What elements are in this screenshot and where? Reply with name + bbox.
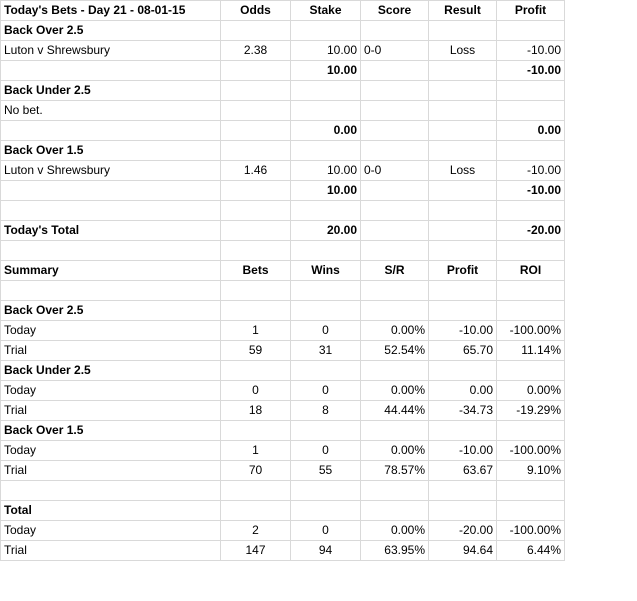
roi-cell[interactable]: 11.14% bbox=[497, 341, 565, 361]
summary-section-title-row bbox=[1, 361, 565, 381]
odds-cell[interactable] bbox=[221, 101, 291, 121]
cell[interactable] bbox=[221, 61, 291, 81]
summary-section-name[interactable]: Back Under 2.5 bbox=[1, 361, 221, 381]
cell[interactable] bbox=[221, 241, 291, 261]
summary-header-label[interactable]: Summary bbox=[1, 261, 221, 281]
cell[interactable] bbox=[291, 21, 361, 41]
cell[interactable] bbox=[361, 281, 429, 301]
cell[interactable] bbox=[291, 201, 361, 221]
cell[interactable] bbox=[361, 201, 429, 221]
todays-total-profit[interactable]: -20.00 bbox=[497, 221, 565, 241]
wins-cell[interactable]: 31 bbox=[291, 341, 361, 361]
summary-trial-row bbox=[1, 401, 565, 421]
sr-cell[interactable]: 0.00% bbox=[361, 441, 429, 461]
result-cell[interactable]: Loss bbox=[429, 161, 497, 181]
cell[interactable] bbox=[221, 301, 291, 321]
summary-today-row bbox=[1, 321, 565, 341]
sr-cell[interactable]: 0.00% bbox=[361, 321, 429, 341]
cell[interactable] bbox=[221, 81, 291, 101]
cell[interactable] bbox=[429, 121, 497, 141]
bet-row bbox=[1, 161, 565, 181]
cell[interactable] bbox=[291, 481, 361, 501]
profit-cell[interactable]: 65.70 bbox=[429, 341, 497, 361]
row-label[interactable]: Trial bbox=[1, 541, 221, 561]
section-total-row bbox=[1, 61, 565, 81]
summary-section-title-row bbox=[1, 421, 565, 441]
profit-cell[interactable]: -10.00 bbox=[429, 321, 497, 341]
roi-cell[interactable]: -100.00% bbox=[497, 441, 565, 461]
header-score[interactable]: Score bbox=[361, 1, 429, 21]
cell[interactable] bbox=[1, 181, 221, 201]
cell[interactable] bbox=[221, 421, 291, 441]
cell[interactable] bbox=[1, 61, 221, 81]
profit-cell[interactable]: -34.73 bbox=[429, 401, 497, 421]
cell[interactable] bbox=[361, 141, 429, 161]
score-cell[interactable]: 0-0 bbox=[361, 161, 429, 181]
cell[interactable] bbox=[361, 121, 429, 141]
header-summary-profit[interactable]: Profit bbox=[429, 261, 497, 281]
row-label[interactable]: Trial bbox=[1, 461, 221, 481]
cell[interactable] bbox=[361, 181, 429, 201]
header-odds[interactable]: Odds bbox=[221, 1, 291, 21]
section-name[interactable]: Back Over 2.5 bbox=[1, 21, 221, 41]
cell[interactable] bbox=[361, 301, 429, 321]
cell[interactable] bbox=[1, 481, 221, 501]
summary-today-row bbox=[1, 381, 565, 401]
section-name[interactable]: Back Over 1.5 bbox=[1, 141, 221, 161]
cell[interactable] bbox=[291, 241, 361, 261]
result-cell[interactable]: Loss bbox=[429, 41, 497, 61]
header-sr[interactable]: S/R bbox=[361, 261, 429, 281]
cell[interactable] bbox=[291, 361, 361, 381]
summary-header-row bbox=[1, 261, 565, 281]
cell[interactable] bbox=[361, 61, 429, 81]
match-cell[interactable]: Luton v Shrewsbury bbox=[1, 161, 221, 181]
cell[interactable] bbox=[1, 201, 221, 221]
total-profit-cell[interactable]: -10.00 bbox=[497, 61, 565, 81]
cell[interactable] bbox=[291, 421, 361, 441]
cell[interactable] bbox=[429, 301, 497, 321]
cell[interactable] bbox=[429, 181, 497, 201]
header-result[interactable]: Result bbox=[429, 1, 497, 21]
todays-total-row bbox=[1, 221, 565, 241]
sr-cell[interactable]: 63.95% bbox=[361, 541, 429, 561]
cell[interactable] bbox=[429, 481, 497, 501]
bets-cell[interactable]: 1 bbox=[221, 441, 291, 461]
sr-cell[interactable]: 78.57% bbox=[361, 461, 429, 481]
empty-row bbox=[1, 201, 565, 221]
total-stake-cell[interactable]: 0.00 bbox=[291, 121, 361, 141]
cell[interactable] bbox=[291, 141, 361, 161]
cell[interactable] bbox=[221, 221, 291, 241]
summary-section-name[interactable]: Back Over 2.5 bbox=[1, 301, 221, 321]
todays-total-label[interactable]: Today's Total bbox=[1, 221, 221, 241]
cell[interactable] bbox=[291, 81, 361, 101]
bets-cell[interactable]: 1 bbox=[221, 321, 291, 341]
cell[interactable] bbox=[497, 201, 565, 221]
profit-cell[interactable]: -20.00 bbox=[429, 521, 497, 541]
bets-cell[interactable]: 147 bbox=[221, 541, 291, 561]
cell[interactable] bbox=[361, 421, 429, 441]
cell[interactable] bbox=[221, 501, 291, 521]
cell[interactable] bbox=[497, 81, 565, 101]
cell[interactable] bbox=[429, 61, 497, 81]
cell[interactable] bbox=[497, 421, 565, 441]
cell[interactable] bbox=[429, 201, 497, 221]
cell[interactable] bbox=[497, 501, 565, 521]
bets-cell[interactable]: 2 bbox=[221, 521, 291, 541]
section-total-row bbox=[1, 181, 565, 201]
bet-row bbox=[1, 101, 565, 121]
bets-cell[interactable]: 0 bbox=[221, 381, 291, 401]
cell[interactable] bbox=[497, 301, 565, 321]
profit-cell[interactable]: -10.00 bbox=[429, 441, 497, 461]
profit-cell[interactable]: 94.64 bbox=[429, 541, 497, 561]
cell[interactable] bbox=[291, 301, 361, 321]
cell[interactable] bbox=[361, 21, 429, 41]
bets-cell[interactable]: 18 bbox=[221, 401, 291, 421]
cell[interactable] bbox=[221, 481, 291, 501]
row-label[interactable]: Today bbox=[1, 441, 221, 461]
row-label[interactable]: Trial bbox=[1, 341, 221, 361]
cell[interactable] bbox=[429, 21, 497, 41]
summary-total-title-row bbox=[1, 501, 565, 521]
cell[interactable] bbox=[221, 201, 291, 221]
cell[interactable] bbox=[221, 121, 291, 141]
profit-cell[interactable]: -10.00 bbox=[497, 161, 565, 181]
score-cell[interactable]: 0-0 bbox=[361, 41, 429, 61]
cell[interactable] bbox=[361, 81, 429, 101]
cell[interactable] bbox=[361, 501, 429, 521]
cell[interactable] bbox=[221, 361, 291, 381]
cell[interactable] bbox=[497, 241, 565, 261]
roi-cell[interactable]: -19.29% bbox=[497, 401, 565, 421]
wins-cell[interactable]: 0 bbox=[291, 321, 361, 341]
section-total-row bbox=[1, 121, 565, 141]
wins-cell[interactable]: 0 bbox=[291, 521, 361, 541]
score-cell[interactable] bbox=[361, 101, 429, 121]
empty-row bbox=[1, 241, 565, 261]
row-label[interactable]: Today bbox=[1, 381, 221, 401]
header-profit[interactable]: Profit bbox=[497, 1, 565, 21]
roi-cell[interactable]: 9.10% bbox=[497, 461, 565, 481]
cell[interactable] bbox=[221, 281, 291, 301]
summary-total-trial-row bbox=[1, 541, 565, 561]
sr-cell[interactable]: 44.44% bbox=[361, 401, 429, 421]
total-stake-cell[interactable]: 10.00 bbox=[291, 181, 361, 201]
wins-cell[interactable]: 55 bbox=[291, 461, 361, 481]
cell[interactable] bbox=[429, 281, 497, 301]
empty-row bbox=[1, 481, 565, 501]
cell[interactable] bbox=[361, 221, 429, 241]
cell[interactable] bbox=[1, 121, 221, 141]
section-title-row bbox=[1, 21, 565, 41]
bets-cell[interactable]: 59 bbox=[221, 341, 291, 361]
cell[interactable] bbox=[429, 421, 497, 441]
cell[interactable] bbox=[291, 281, 361, 301]
roi-cell[interactable]: -100.00% bbox=[497, 321, 565, 341]
sheet-title[interactable]: Today's Bets - Day 21 - 08-01-15 bbox=[1, 1, 221, 21]
roi-cell[interactable]: 0.00% bbox=[497, 381, 565, 401]
bets-cell[interactable]: 70 bbox=[221, 461, 291, 481]
wins-cell[interactable]: 0 bbox=[291, 381, 361, 401]
odds-cell[interactable]: 1.46 bbox=[221, 161, 291, 181]
header-roi[interactable]: ROI bbox=[497, 261, 565, 281]
row-label[interactable]: Today bbox=[1, 521, 221, 541]
cell[interactable] bbox=[429, 241, 497, 261]
cell[interactable] bbox=[221, 181, 291, 201]
cell[interactable] bbox=[429, 221, 497, 241]
summary-today-row bbox=[1, 441, 565, 461]
cell[interactable] bbox=[1, 241, 221, 261]
cell[interactable] bbox=[221, 141, 291, 161]
match-cell[interactable]: Luton v Shrewsbury bbox=[1, 41, 221, 61]
roi-cell[interactable]: 6.44% bbox=[497, 541, 565, 561]
sr-cell[interactable]: 52.54% bbox=[361, 341, 429, 361]
summary-trial-row bbox=[1, 461, 565, 481]
cell[interactable] bbox=[361, 481, 429, 501]
roi-cell[interactable]: -100.00% bbox=[497, 521, 565, 541]
bets-header-row bbox=[1, 1, 565, 21]
cell[interactable] bbox=[497, 481, 565, 501]
stake-cell[interactable]: 10.00 bbox=[291, 161, 361, 181]
cell[interactable] bbox=[291, 501, 361, 521]
odds-cell[interactable]: 2.38 bbox=[221, 41, 291, 61]
wins-cell[interactable]: 0 bbox=[291, 441, 361, 461]
cell[interactable] bbox=[429, 141, 497, 161]
summary-trial-row bbox=[1, 341, 565, 361]
summary-total-today-row bbox=[1, 521, 565, 541]
header-stake[interactable]: Stake bbox=[291, 1, 361, 21]
stake-cell[interactable] bbox=[291, 101, 361, 121]
sr-cell[interactable]: 0.00% bbox=[361, 521, 429, 541]
cell[interactable] bbox=[361, 241, 429, 261]
row-label[interactable]: Trial bbox=[1, 401, 221, 421]
cell[interactable] bbox=[497, 21, 565, 41]
cell[interactable] bbox=[221, 21, 291, 41]
bet-row bbox=[1, 41, 565, 61]
cell[interactable] bbox=[429, 361, 497, 381]
cell[interactable] bbox=[429, 501, 497, 521]
profit-cell[interactable]: 0.00 bbox=[429, 381, 497, 401]
summary-section-title-row bbox=[1, 301, 565, 321]
cell[interactable] bbox=[497, 141, 565, 161]
header-wins[interactable]: Wins bbox=[291, 261, 361, 281]
sr-cell[interactable]: 0.00% bbox=[361, 381, 429, 401]
wins-cell[interactable]: 8 bbox=[291, 401, 361, 421]
result-cell[interactable] bbox=[429, 101, 497, 121]
cell[interactable] bbox=[361, 361, 429, 381]
section-title-row bbox=[1, 81, 565, 101]
total-profit-cell[interactable]: 0.00 bbox=[497, 121, 565, 141]
header-bets[interactable]: Bets bbox=[221, 261, 291, 281]
profit-cell[interactable]: -10.00 bbox=[497, 41, 565, 61]
cell[interactable] bbox=[497, 281, 565, 301]
cell[interactable] bbox=[1, 281, 221, 301]
wins-cell[interactable]: 94 bbox=[291, 541, 361, 561]
total-profit-cell[interactable]: -10.00 bbox=[497, 181, 565, 201]
section-title-row bbox=[1, 141, 565, 161]
summary-section-name[interactable]: Back Over 1.5 bbox=[1, 421, 221, 441]
total-stake-cell[interactable]: 10.00 bbox=[291, 61, 361, 81]
cell[interactable] bbox=[497, 361, 565, 381]
section-name[interactable]: Back Under 2.5 bbox=[1, 81, 221, 101]
match-cell[interactable]: No bet. bbox=[1, 101, 221, 121]
cell[interactable] bbox=[429, 81, 497, 101]
todays-total-stake[interactable]: 20.00 bbox=[291, 221, 361, 241]
profit-cell[interactable]: 63.67 bbox=[429, 461, 497, 481]
summary-total-name[interactable]: Total bbox=[1, 501, 221, 521]
empty-row bbox=[1, 281, 565, 301]
profit-cell[interactable] bbox=[497, 101, 565, 121]
row-label[interactable]: Today bbox=[1, 321, 221, 341]
stake-cell[interactable]: 10.00 bbox=[291, 41, 361, 61]
